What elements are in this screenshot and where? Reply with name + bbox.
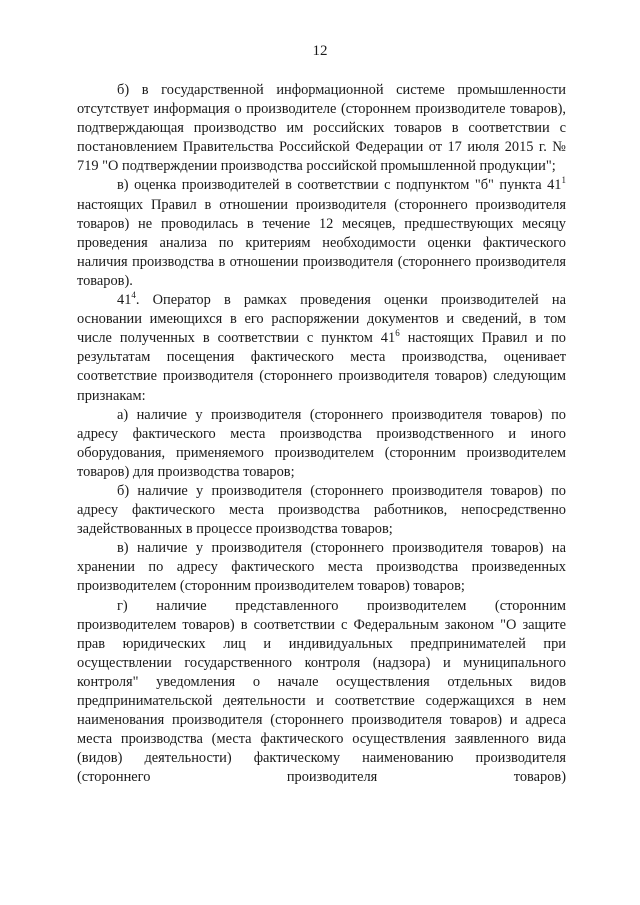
paragraph-text-after: настоящих Правил в отношении производителя (стороннего производителя товаров) не проводилась в течение 12 месяцев, предшествующих месяцу проведения анализа по критериям необходимости оценки фактического наличия производства в отношении производителя (стороннего производителя товаров). [77,196,566,289]
paragraph-g-notification: г) наличие представленного производителем (сторонним производителем товаров) в соответствии с Федеральным законом "О защите прав юридических лиц и индивидуальных предпринимателей при осуществлении государственного контроля (надзора) и муниципального контроля" уведомления о начале осуществления отдельных видов предпринимательской деятельности и соответствие содержащихся в нем наименования производителя (стороннего производителя товаров) и адреса места производства (места фактического осуществления заявленного вида (видов) деятельности) фактическому наименованию производителя (стороннего производителя товаров) [77,597,566,786]
paragraph-b-gisp: б) в государственной информационной системе промышленности отсутствует информация о производителе (стороннем производителе товаров), подтверждающая производство им российских товаров в соответствии с постановлением Правительства Российской Федерации от 17 июля 2015 г. № 719 "О подтверждении производства российской промышленной продукции"; [77,82,566,175]
paragraph-41-4 [77,291,566,406]
paragraph-text-before: в) оценка производителей в соответствии с подпунктом "б" пункта 41 [117,177,562,194]
clause-number-superscript: 4 [131,290,136,301]
clause-number: 41 [117,292,132,309]
page-number: 12 [312,43,328,59]
paragraph-text-after: настоящих Правил и по результатам посещения фактического места производства, оценивает соответствие производителя (стороннего производителя товаров) следующим признакам: [77,330,566,404]
paragraph-v-storage: в) наличие у производителя (стороннего производителя товаров) на хранении по адресу фактического места производства произведенных производителем (сторонним производителем товаров) товаров; [77,540,566,595]
paragraph-b-workers: б) наличие у производителя (стороннего производителя товаров) по адресу фактического места производства работников, непосредственно задействованных в процессе производства товаров; [77,482,566,538]
superscript-index: 1 [561,175,566,186]
paragraph-text-before: . Оператор в рамках проведения оценки производителей на основании имеющихся в его распоряжении документов и сведений, в том числе полученных в соответствии с пунктом 41 [77,292,566,347]
document-body [77,81,566,787]
superscript-index: 6 [395,328,400,339]
paragraph-a-equipment: а) наличие у производителя (стороннего производителя товаров) по адресу фактического места производства производственного и иного оборудования, применяемого производителем (сторонним производителем товаров) для производства товаров; [77,406,566,480]
paragraph-v-assessment [77,176,566,291]
